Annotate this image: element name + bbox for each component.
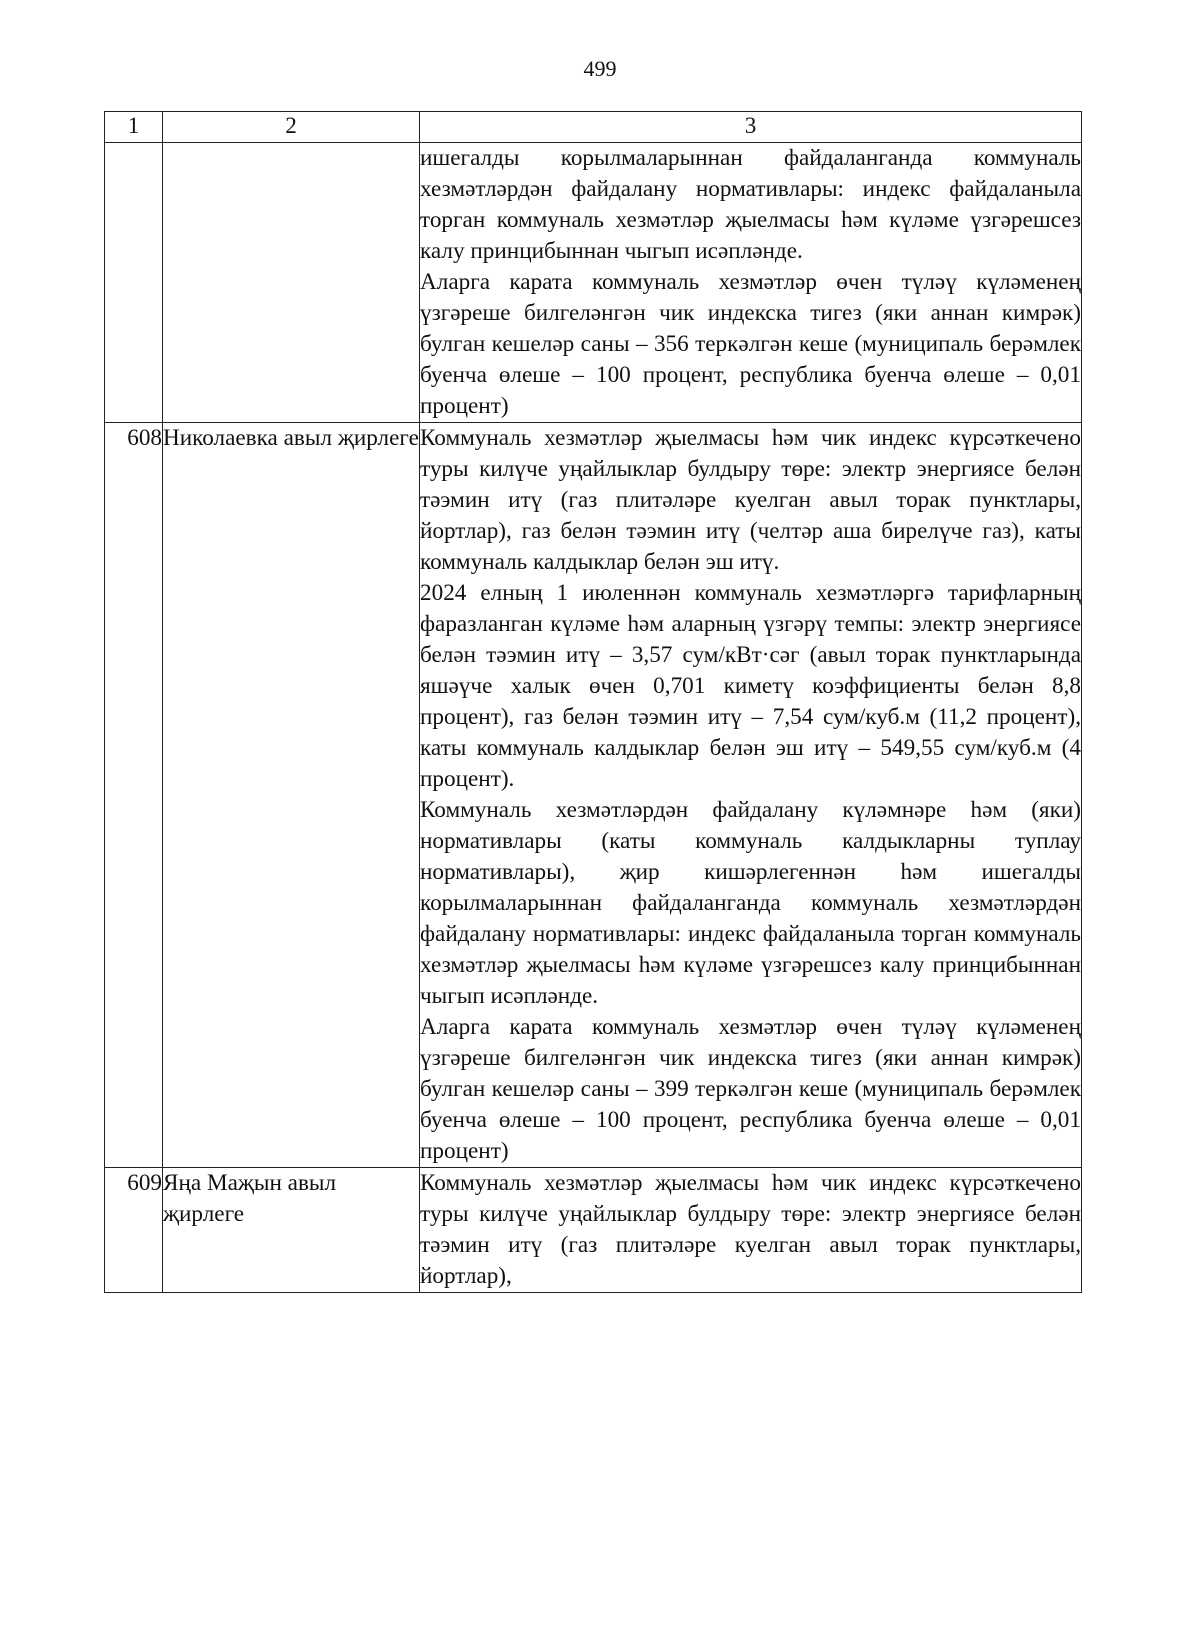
municipal-utilities-table: [104, 111, 1082, 1293]
column-header-1: 1: [105, 112, 163, 143]
settlement-name: Яңа Маҗын авыл җирлеге: [163, 1168, 420, 1293]
row-description: [420, 143, 1082, 423]
description-paragraph: Аларга карата коммуналь хезмәтләр өчен түләү күләменең үзгәреше билгеләнгән чик индекска тигез (яки аннан кимрәк) булган кешеләр саны – 356 теркәлгән кеше (муниципаль берәмлек буенча өлеше – 100 процент, республика буенча өлеше – 0,01 процент): [420, 269, 1081, 419]
description-paragraph: Коммуналь хезмәтләр җыелмасы һәм чик индекс күрсәткечено туры килүче уңайлыклар булдыру төре: электр энергиясе белән тәэмин итү (газ плитәләре куелган авыл торак пунктлары, йортлар), газ белән тәэмин итү (челтәр аша бирелүче газ), каты коммуналь калдыклар белән эш итү.: [420, 425, 1081, 575]
description-paragraph: Коммуналь хезмәтләр җыелмасы һәм чик индекс күрсәткечено туры килүче уңайлыклар булдыру төре: электр энергиясе белән тәэмин итү (газ плитәләре куелган авыл торак пунктлары, йортлар),: [420, 1170, 1081, 1289]
description-paragraph: ишегалды корылмаларыннан файдаланганда коммуналь хезмәтләрдән файдалану нормативлары: индекс файдаланыла торган коммуналь хезмәтләр җыелмасы һәм күләме үзгәрешсез калу принцибыннан чыгып исәпләнде.: [420, 145, 1081, 264]
description-paragraph: Коммуналь хезмәтләрдән файдалану күләмнәре һәм (яки) нормативлары (каты коммуналь калдыкларны туплау нормативлары), җир кишәрлегеннән һәм ишегалды корылмаларыннан файдаланганда коммуналь хезмәтләрдән файдалану нормативлары: индекс файдаланыла торган коммуналь хезмәтләр җыелмасы һәм күләме үзгәрешсез калу принцибыннан чыгып исәпләнде.: [420, 797, 1081, 1009]
column-header-2: 2: [163, 112, 420, 143]
description-paragraph: Аларга карата коммуналь хезмәтләр өчен түләү күләменең үзгәреше билгеләнгән чик индекска тигез (яки аннан кимрәк) булган кешеләр саны – 399 теркәлгән кеше (муниципаль берәмлек буенча өлеше – 100 процент, республика буенча өлеше – 0,01 процент): [420, 1014, 1081, 1164]
row-number: 608: [105, 423, 163, 1168]
row-number: 609: [105, 1168, 163, 1293]
row-number: [105, 143, 163, 423]
settlement-name: [163, 143, 420, 423]
row-description: [420, 423, 1082, 1168]
table-row: [105, 143, 1082, 423]
description-paragraph: 2024 елның 1 июленнән коммуналь хезмәтләргә тарифларның фаразланган күләме һәм аларның үзгәрү темпы: электр энергиясе белән тәэмин итү – 3,57 сум/кВт·сәг (авыл торак пунктларында яшәүче халык өчен 0,701 киметү коэффициенты белән 8,8 процент), газ белән тәэмин итү – 7,54 сум/куб.м (11,2 процент), каты коммуналь калдыклар белән эш итү – 549,55 сум/куб.м (4 процент).: [420, 580, 1081, 792]
settlement-name: Николаевка авыл җирлеге: [163, 423, 420, 1168]
page-number: 499: [583, 56, 617, 81]
table-header-row: [105, 112, 1082, 143]
table-row: [105, 423, 1082, 1168]
row-description: [420, 1168, 1082, 1293]
column-header-3: 3: [420, 112, 1082, 143]
table-row: [105, 1168, 1082, 1293]
